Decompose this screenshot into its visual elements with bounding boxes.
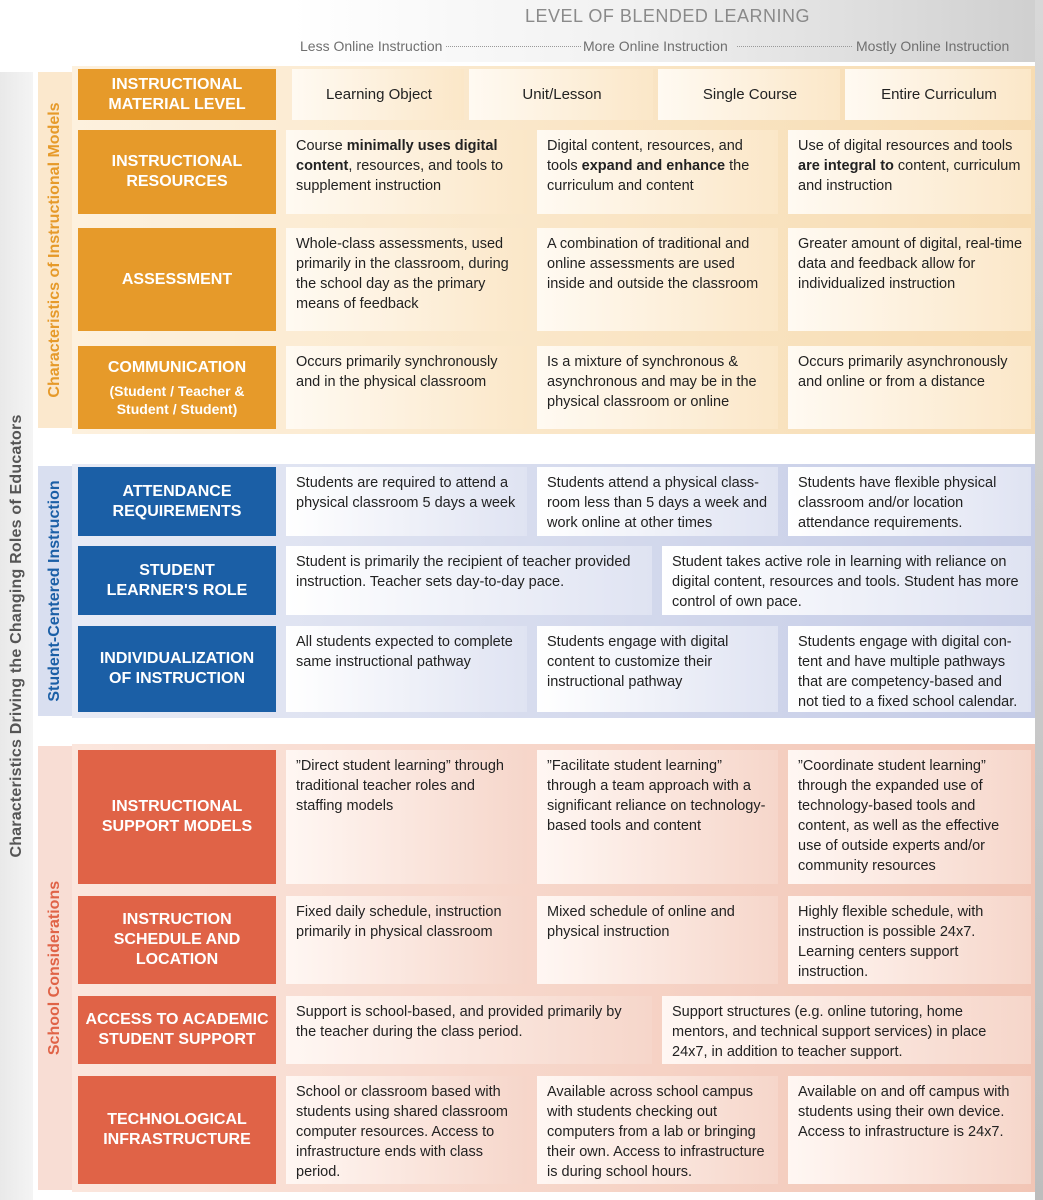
page-title: LEVEL OF BLENDED LEARNING (525, 6, 810, 26)
row-header-line: ACCESS TO ACADEMIC (85, 1011, 269, 1028)
section-label-student-centered (38, 466, 72, 716)
row-header-attendance (78, 467, 276, 536)
row-header-support-models (78, 750, 276, 884)
cell-text: , resources, and tools to supplement instruction (296, 158, 504, 194)
row-subheader-line: Student / Student) (116, 400, 238, 417)
cell-infrastructure-less: School or classroom based with students using shared classroom computer resources. Access to infrastructure ends with class period. (286, 1076, 527, 1184)
cell-attendance-mostly: Students have flexible physical classroom and/or location attendance requirements. (788, 467, 1031, 536)
cell-learners-role-student-led: Student takes active role in learning with reliance on digital content, resources and tools. Student has more control of own pace. (662, 546, 1031, 615)
row-header-line: MATERIAL LEVEL (108, 95, 246, 113)
cell-learners-role-teacher-led: Student is primarily the recipient of teacher provided instruction. Teacher sets day-to-day pace. (286, 546, 652, 615)
cell-text: the curriculum and content (547, 158, 750, 194)
row-header-individualization (78, 626, 276, 712)
row-header-line: LOCATION (135, 951, 219, 968)
cell-text: Course (296, 138, 347, 154)
cell-emphasis: minimally uses digital content (296, 138, 498, 174)
cell-schedule-less: Fixed daily schedule, instruction primarily in physical classroom (286, 896, 527, 984)
cell-emphasis: are integral to (798, 158, 894, 174)
right-edge-band (1035, 0, 1043, 1200)
cell-resources-mostly (788, 130, 1031, 214)
cell-text: content, curriculum and instruction (798, 158, 1021, 194)
cell-resources-more (537, 130, 778, 214)
cell-communication-less: Occurs primarily synchronously and in the physical classroom (286, 346, 527, 429)
cell-individualization-more: Students engage with digital content to customize their instructional pathway (537, 626, 778, 712)
row-header-communication (78, 346, 276, 429)
row-header-line: OF INSTRUCTION (109, 670, 245, 687)
section-label-school-considerations (38, 746, 72, 1190)
outer-label-text: Characteristics Driving the Changing Roles of Educators (7, 414, 25, 858)
row-header-line: INFRASTRUCTURE (103, 1131, 251, 1148)
row-header-line: SUPPORT MODELS (101, 818, 253, 835)
row-header-line: INSTRUCTIONAL (111, 75, 243, 93)
cell-entire-curriculum: Entire Curriculum (845, 69, 1031, 120)
cell-emphasis: expand and enhance (581, 158, 726, 174)
cell-academic-support-school: Support is school-based, and provided primarily by the teacher during the class period. (286, 996, 652, 1064)
cell-resources-less (286, 130, 527, 214)
row-header-line: INSTRUCTIONAL (111, 798, 243, 815)
row-header-line: SCHEDULE AND (113, 931, 241, 948)
row-header-line: COMMUNICATION (107, 358, 247, 376)
row-header-line: TECHNOLOGICAL (107, 1111, 247, 1128)
cell-academic-support-24x7: Support structures (e.g. online tutoring, home mentors, and technical support services) in place 24x7, in addition to teacher support. (662, 996, 1031, 1064)
row-header-learners-role (78, 546, 276, 615)
row-header-line: REQUIREMENTS (112, 502, 242, 520)
row-header-material-level (78, 69, 276, 120)
cell-support-models-more: ”Facilitate student learning” through a team approach with a significant reliance on technology-based tools and content (537, 750, 778, 884)
cell-support-models-less: ”Direct student learning” through traditional teacher roles and staffing models (286, 750, 527, 884)
cell-unit-lesson: Unit/Lesson (469, 69, 653, 120)
scale-divider (737, 46, 852, 47)
cell-learning-object: Learning Object (292, 69, 464, 120)
cell-text: Use of digital resources and tools (798, 138, 1013, 154)
row-header-assessment (78, 228, 276, 331)
scale-label-less: Less Online Instruction (300, 38, 443, 54)
row-subheader-line: (Student / Teacher & (109, 382, 245, 399)
row-header-line: STUDENT SUPPORT (98, 1031, 256, 1048)
cell-schedule-more: Mixed schedule of online and physical instruction (537, 896, 778, 984)
row-header-academic-support (78, 996, 276, 1064)
outer-side-label (0, 72, 33, 1200)
cell-text: Digital content, resources, and tools (547, 138, 743, 174)
row-header-line: RESOURCES (126, 173, 228, 190)
cell-attendance-more: Students attend a physical class-room less than 5 days a week and work online at other times (537, 467, 778, 536)
scale-label-mostly: Mostly Online Instruction (856, 38, 1010, 54)
section-label-instructional-models (38, 72, 72, 428)
cell-individualization-mostly: Students engage with digital con-tent and have multiple pathways that are competency-based and not tied to a fixed school calendar. (788, 626, 1031, 712)
cell-schedule-mostly: Highly flexible schedule, with instruction is possible 24x7. Learning centers support instruction. (788, 896, 1031, 984)
section-label-text: School Considerations (46, 880, 63, 1056)
cell-attendance-less: Students are required to attend a physical classroom 5 days a week (286, 467, 527, 536)
cell-assessment-less: Whole-class assessments, used primarily in the classroom, during the school day as the primary means of feedback (286, 228, 527, 331)
cell-infrastructure-more: Available across school campus with students checking out computers from a lab or bringing their own. Access to infrastructure is during school hours. (537, 1076, 778, 1184)
cell-assessment-more: A combination of traditional and online assessments are used inside and outside the classroom (537, 228, 778, 331)
scale-divider (446, 46, 581, 47)
cell-infrastructure-mostly: Available on and off campus with students using their own device. Access to infrastructure is 24x7. (788, 1076, 1031, 1184)
section-label-text: Characteristics of Instructional Models (46, 102, 63, 398)
cell-single-course: Single Course (658, 69, 840, 120)
row-header-line: INSTRUCTIONAL (111, 153, 243, 170)
row-header-tech-infrastructure (78, 1076, 276, 1184)
row-header-line: INSTRUCTION (122, 911, 232, 928)
row-header-line: LEARNER'S ROLE (106, 581, 248, 599)
cell-individualization-less: All students expected to complete same instructional pathway (286, 626, 527, 712)
row-header-line: STUDENT (139, 561, 215, 579)
row-header-instructional-resources (78, 130, 276, 214)
row-header-line: ASSESSMENT (121, 270, 233, 288)
scale-label-more: More Online Instruction (583, 38, 728, 54)
cell-assessment-mostly: Greater amount of digital, real-time data and feedback allow for individualized instruction (788, 228, 1031, 331)
row-header-line: INDIVIDUALIZATION (99, 650, 255, 667)
row-header-schedule-location (78, 896, 276, 984)
section-label-text: Student-Centered Instruction (46, 480, 63, 702)
cell-support-models-mostly: ”Coordinate student learning” through the expanded use of technology-based tools and content, as well as the effective use of outside experts and/or community resources (788, 750, 1031, 884)
cell-communication-mostly: Occurs primarily asynchronously and online or from a distance (788, 346, 1031, 429)
row-header-line: ATTENDANCE (122, 482, 232, 500)
cell-communication-more: Is a mixture of synchronous & asynchronous and may be in the physical classroom or online (537, 346, 778, 429)
